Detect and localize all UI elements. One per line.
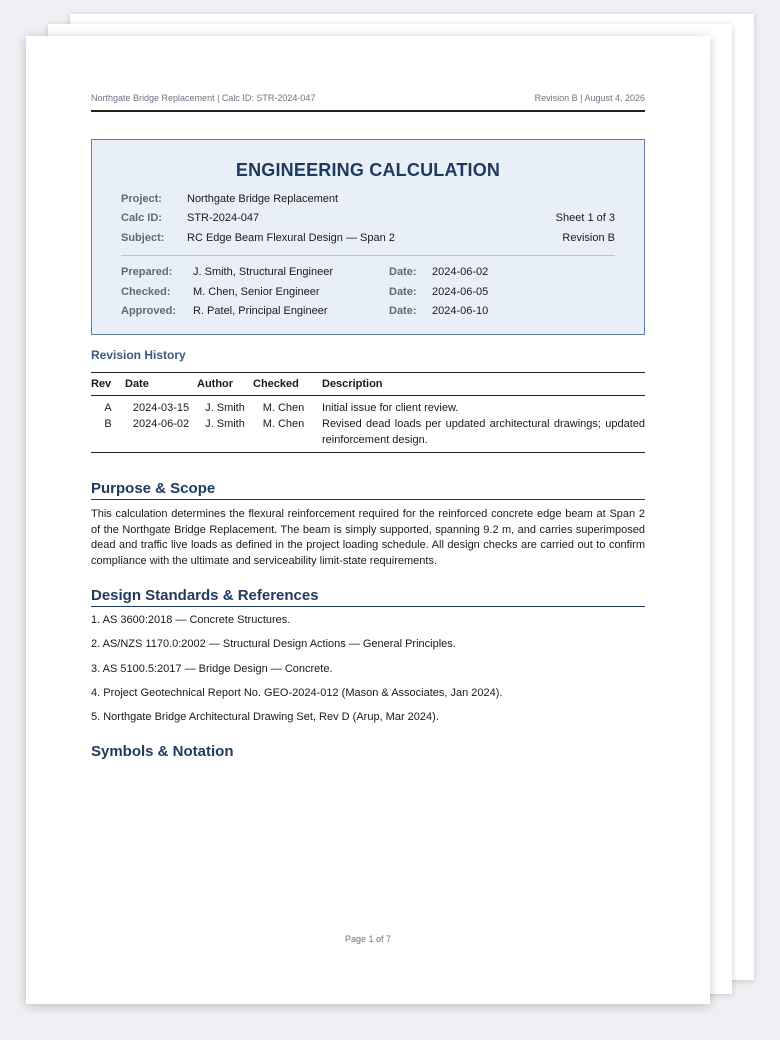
rev-cell: B (91, 416, 125, 453)
date-cell: 2024-03-15 (132, 402, 190, 414)
purpose-paragraph: This calculation determines the flexural reinforcement required for the reinforced concrete edge beam at Span 2 of the Northgate Bridge Replacement. The beam is simply supported, spanning 9.2 m, and carries superimposed dead and traffic live loads as defined in the project loading schedule. All design checks are carried out to confirm compliance with the ultimate and serviceability limit-state requirements. (91, 508, 645, 568)
table-row (91, 416, 645, 453)
table-header-row (91, 373, 645, 396)
signoff-name: M. Chen, Senior Engineer (193, 285, 320, 298)
symbols-heading: Symbols & Notation (91, 743, 234, 760)
rev-cell: A (104, 402, 112, 414)
header-left: Northgate Bridge Replacement | Calc ID: STR-2024-047 (91, 93, 316, 103)
column-header: Author (197, 373, 253, 396)
standards-list (91, 614, 645, 735)
signoff-row (121, 282, 615, 302)
author-cell: J. Smith (205, 402, 245, 414)
signoff-date: 2024-06-10 (432, 305, 489, 318)
column-header: Date (125, 373, 197, 396)
signoff-label: Checked: (121, 285, 171, 298)
column-header: Description (314, 373, 645, 396)
description-cell: Initial issue for client review. (322, 402, 459, 414)
signoff-date: 2024-06-02 (432, 266, 489, 279)
table-row (91, 396, 645, 417)
signoff-row (121, 263, 615, 283)
divider (121, 255, 615, 256)
subject-row (121, 228, 615, 248)
checked-cell: M. Chen (262, 402, 305, 414)
signoff-label: Prepared: (121, 266, 173, 279)
signoff-name: R. Patel, Principal Engineer (193, 305, 328, 318)
project-label: Project: (121, 192, 162, 205)
signoff-label: Approved: (121, 305, 176, 318)
project-value: Northgate Bridge Replacement (187, 192, 339, 205)
column-header: Checked (253, 373, 314, 396)
signoff-date-label: Date: (389, 266, 417, 279)
signoff-date-label: Date: (389, 285, 417, 298)
subject-label: Subject: (121, 231, 165, 244)
list-item: 5. Northgate Bridge Architectural Drawing Set, Rev D (Arup, Mar 2024). (91, 711, 439, 724)
running-header (91, 93, 645, 112)
revision-history-table (91, 372, 645, 453)
revision-history-heading: Revision History (91, 348, 186, 362)
document-page (26, 36, 710, 1004)
date-cell: 2024-06-02 (125, 416, 197, 453)
description-cell: Revised dead loads per updated architectural drawings; updated reinforcement design. (314, 416, 645, 453)
signoff-name: J. Smith, Structural Engineer (193, 266, 334, 279)
author-cell: J. Smith (197, 416, 253, 453)
signoff-date: 2024-06-05 (432, 285, 489, 298)
page-number: Page 1 of 7 (344, 934, 392, 944)
revision-label: Revision B (562, 231, 615, 244)
list-item: 4. Project Geotechnical Report No. GEO-2024-012 (Mason & Associates, Jan 2024). (91, 686, 503, 699)
sheet-number: Sheet 1 of 3 (555, 212, 615, 225)
document-title: ENGINEERING CALCULATION (235, 160, 501, 180)
standards-heading: Design Standards & References (91, 587, 645, 607)
subject-value: RC Edge Beam Flexural Design — Span 2 (187, 231, 395, 244)
signoff-row (121, 302, 615, 322)
checked-cell: M. Chen (253, 416, 314, 453)
list-item: 3. AS 5100.5:2017 — Bridge Design — Concrete. (91, 662, 333, 675)
project-row (121, 189, 615, 209)
list-item: 2. AS/NZS 1170.0:2002 — Structural Design Actions — General Principles. (91, 638, 456, 651)
purpose-heading: Purpose & Scope (91, 480, 645, 500)
calc-title-block (91, 139, 645, 335)
header-right: Revision B | August 4, 2026 (534, 93, 645, 103)
calc-id-row (121, 209, 615, 229)
list-item: 1. AS 3600:2018 — Concrete Structures. (91, 614, 291, 626)
signoff-date-label: Date: (389, 305, 417, 318)
calc-id-value: STR-2024-047 (187, 212, 260, 225)
column-header: Rev (91, 373, 125, 396)
calc-id-label: Calc ID: (121, 212, 162, 225)
